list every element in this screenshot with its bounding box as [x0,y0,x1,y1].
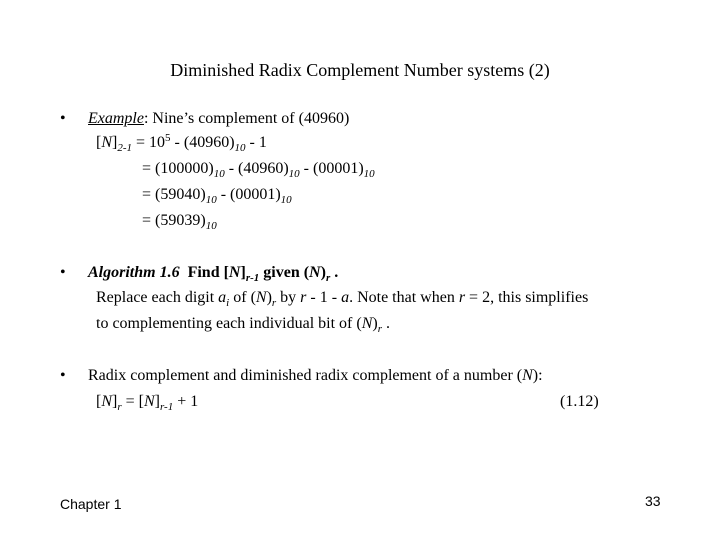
bullet-1-eq-3: = $(59040)_{10} - (00001)_{10}$ [142,186,292,206]
bullet-2-line-2: Replace each digit $a_i$ of $(N)_r$ by r - 1 - a. Note that when r = 2, this simplifies [96,289,589,309]
bullet-1-line-1 [88,110,349,128]
example-label: Example [88,110,144,127]
algorithm-label: Algorithm 1.6 [88,264,180,281]
bullet-1-eq-2: = $(100000)_{10} - (40960)_{10} - (00001)_{10}$ [142,160,375,180]
bullet-1-eq-1: $[N]_{2-1} = 10^5 - (40960)_{10} - 1$ [96,132,267,154]
bullet-3-line-1: Radix complement and diminished radix complement of a number (N): [88,367,543,384]
bullet-2-marker: • [60,264,66,281]
bullet-3-marker: • [60,367,66,384]
footer-chapter: Chapter 1 [60,496,122,512]
bullet-1-marker: • [60,110,66,127]
bullet-3-equation: $[N]_r = [N]_{r-1} + 1$ [96,393,199,413]
bullet-2-line-3: to complementing each individual bit of $(N)_r$ . [96,315,390,335]
bullet-2-line-1: Algorithm 1.6 Find $[N]_{r-1}$ given $(N)_r$ . [88,264,339,284]
equation-number: (1.12) [560,393,599,410]
page-number: 33 [645,493,661,509]
slide-title: Diminished Radix Complement Number systems (2) [170,60,550,80]
example-text: : Nine’s complement of (40960) [143,110,350,127]
bullet-1-eq-4: = $(59039)_{10}$ [142,212,217,232]
